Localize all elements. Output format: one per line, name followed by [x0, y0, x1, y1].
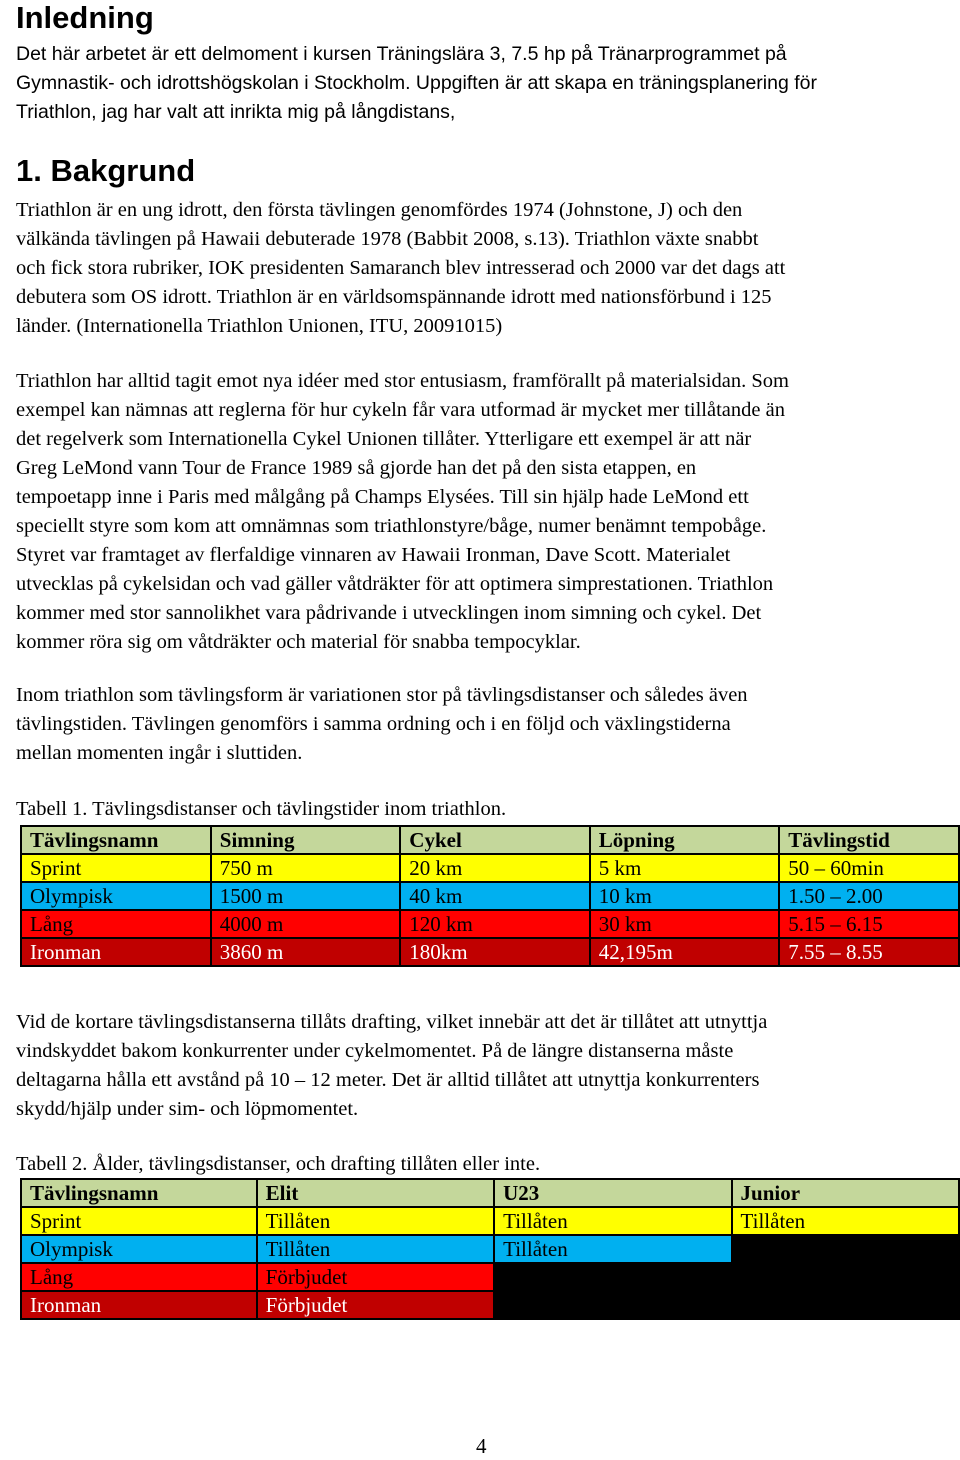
text-line: tempoetapp inne i Paris med målgång på Champs Elysées. Till sin hjälp hade LeMond ett: [16, 486, 749, 508]
header-cell: Tävlingstid: [779, 826, 959, 854]
header-cell: Tävlingsnamn: [21, 1179, 257, 1207]
header-cell: Löpning: [590, 826, 780, 854]
table-row-olympisk: [21, 1235, 959, 1263]
text-line: länder. (Internationella Triathlon Unionen, ITU, 20091015): [16, 315, 503, 337]
table-row-sprint: [21, 1207, 959, 1235]
table-cell: 10 km: [590, 882, 780, 910]
header-cell: U23: [494, 1179, 731, 1207]
table-cell: Olympisk: [21, 882, 211, 910]
table-cell: Förbjudet: [257, 1263, 494, 1291]
table-cell: Förbjudet: [257, 1291, 494, 1319]
background-paragraph-2: [16, 367, 956, 657]
blocked-cell: [494, 1291, 731, 1319]
table-header-row: [21, 1179, 959, 1207]
table-cell: Tillåten: [257, 1207, 494, 1235]
text-line: mellan momenten ingår i sluttiden.: [16, 742, 303, 764]
table-cell: Tillåten: [257, 1235, 494, 1263]
header-cell: Junior: [732, 1179, 959, 1207]
blocked-cell: [732, 1235, 959, 1263]
text-line: speciellt styre som kom att omnämnas som triathlonstyre/båge, numer benämnt tempobåge.: [16, 515, 767, 537]
heading-bakgrund: 1. Bakgrund: [16, 153, 196, 188]
table-cell: Tillåten: [494, 1207, 731, 1235]
text-line: kommer röra sig om våtdräkter och material för snabba tempocyklar.: [16, 631, 581, 653]
table-cell: Lång: [21, 1263, 257, 1291]
header-cell: Cykel: [400, 826, 589, 854]
table1-caption: Tabell 1. Tävlingsdistanser och tävlingstider inom triathlon.: [16, 798, 507, 820]
text-line: debutera som OS idrott. Triathlon är en världsomspännande idrott med nationsförbund i 125: [16, 286, 772, 308]
table-cell: 120 km: [400, 910, 589, 938]
intro-paragraph: [16, 40, 956, 127]
text-line: utvecklas på cykelsidan och vad gäller våtdräkter för att optimera simprestationen. Triathlon: [16, 573, 774, 595]
header-cell: Tävlingsnamn: [21, 826, 211, 854]
blocked-cell: [494, 1263, 731, 1291]
header-cell: Elit: [257, 1179, 494, 1207]
text-line: skydd/hjälp under sim- och löpmomentet.: [16, 1098, 359, 1120]
heading-inledning: Inledning: [16, 0, 154, 35]
text-line: exempel kan nämnas att reglerna för hur cykeln får vara utformad är mycket mer tillåtande än: [16, 399, 785, 421]
text-line: välkända tävlingen på Hawaii debuterade 1978 (Babbit 2008, s.13). Triathlon växte snabbt: [16, 228, 759, 250]
table-cell: 50 – 60min: [779, 854, 959, 882]
table-cell: 180km: [400, 938, 589, 966]
table-cell: 3860 m: [211, 938, 401, 966]
table-cell: Tillåten: [732, 1207, 959, 1235]
table-cell: 42,195m: [590, 938, 780, 966]
table-cell: 30 km: [590, 910, 780, 938]
text-line: Vid de kortare tävlingsdistanserna tillåts drafting, vilket innebär att det är tillåtet att utnyttja: [16, 1011, 768, 1033]
text-line: tävlingstiden. Tävlingen genomförs i samma ordning och i en följd och växlingstiderna: [16, 713, 731, 735]
table-row-lang: [21, 910, 959, 938]
background-paragraph-1: [16, 196, 956, 341]
table-cell: Ironman: [21, 938, 211, 966]
table-cell: 5.15 – 6.15: [779, 910, 959, 938]
page-number: 4: [476, 1434, 487, 1458]
header-cell: Simning: [211, 826, 401, 854]
text-line: Greg LeMond vann Tour de France 1989 så gjorde han det på den sista etappen, en: [16, 457, 697, 479]
table-cell: 40 km: [400, 882, 589, 910]
table-cell: 750 m: [211, 854, 401, 882]
table-header-row: [21, 826, 959, 854]
table-cell: 5 km: [590, 854, 780, 882]
text-line: det regelverk som Internationella Cykel Unionen tillåter. Ytterligare ett exempel är att när: [16, 428, 752, 450]
table-cell: 20 km: [400, 854, 589, 882]
text-line: Gymnastik- och idrottshögskolan i Stockholm. Uppgiften är att skapa en träningsplanering för: [16, 72, 817, 94]
blocked-cell: [732, 1263, 959, 1291]
text-line: Det här arbetet är ett delmoment i kursen Träningslära 3, 7.5 hp på Tränarprogrammet på: [16, 43, 787, 65]
table-cell: Olympisk: [21, 1235, 257, 1263]
blocked-cell: [732, 1291, 959, 1319]
text-line: deltagarna hålla ett avstånd på 10 – 12 meter. Det är alltid tillåtet att utnyttja konkurrenters: [16, 1069, 760, 1091]
table-drafting: [20, 1178, 960, 1320]
table-cell: 7.55 – 8.55: [779, 938, 959, 966]
text-line: Triathlon, jag har valt att inrikta mig på långdistans,: [16, 101, 456, 123]
table-cell: Tillåten: [494, 1235, 731, 1263]
text-line: kommer med stor sannolikhet vara pådrivande i utvecklingen inom simning och cykel. Det: [16, 602, 762, 624]
table-row-olympisk: [21, 882, 959, 910]
table-row-lang: [21, 1263, 959, 1291]
text-line: Inom triathlon som tävlingsform är variationen stor på tävlingsdistanser och således även: [16, 684, 748, 706]
table-cell: 4000 m: [211, 910, 401, 938]
drafting-paragraph: [16, 1008, 956, 1124]
background-paragraph-3: [16, 681, 956, 768]
table-cell: 1500 m: [211, 882, 401, 910]
table-cell: Sprint: [21, 1207, 257, 1235]
table-cell: Lång: [21, 910, 211, 938]
table-row-ironman: [21, 1291, 959, 1319]
table-distances: [20, 825, 960, 967]
text-line: och fick stora rubriker, IOK presidenten Samaranch blev intresserad och 2000 var det dags att: [16, 257, 786, 279]
table-row-sprint: [21, 854, 959, 882]
text-line: Styret var framtaget av flerfaldige vinnaren av Hawaii Ironman, Dave Scott. Materialet: [16, 544, 731, 566]
text-line: Triathlon är en ung idrott, den första tävlingen genomfördes 1974 (Johnstone, J) och den: [16, 199, 743, 221]
table-cell: Sprint: [21, 854, 211, 882]
table-cell: Ironman: [21, 1291, 257, 1319]
text-line: Triathlon har alltid tagit emot nya idéer med stor entusiasm, framförallt på materialsidan. Som: [16, 370, 789, 392]
table-cell: 1.50 – 2.00: [779, 882, 959, 910]
table2-caption: Tabell 2. Ålder, tävlingsdistanser, och drafting tillåten eller inte.: [16, 1153, 541, 1175]
table-row-ironman: [21, 938, 959, 966]
text-line: vindskyddet bakom konkurrenter under cykelmomentet. På de längre distanserna måste: [16, 1040, 734, 1062]
